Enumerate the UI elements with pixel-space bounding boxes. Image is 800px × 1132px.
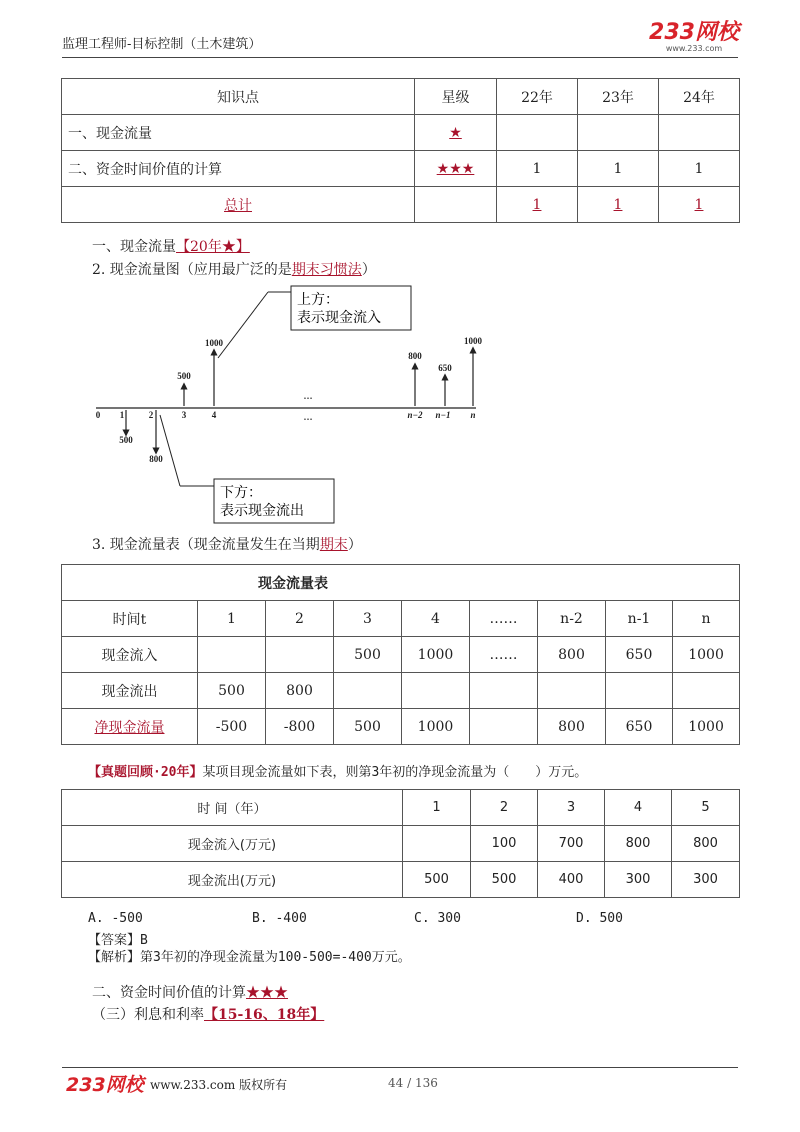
table-row bbox=[62, 151, 740, 187]
row-label: 现金流出 bbox=[62, 673, 198, 709]
table-cell: 100 bbox=[471, 826, 538, 862]
year-cell: 1 bbox=[659, 151, 740, 187]
callout-bottom-line1: 下方： bbox=[220, 484, 262, 500]
star-rating: ★★★ bbox=[246, 985, 288, 1001]
header-divider bbox=[62, 57, 738, 58]
footer-divider bbox=[62, 1067, 738, 1068]
cashflow-diagram bbox=[88, 280, 508, 525]
header-cell: 22年 bbox=[497, 79, 578, 115]
axis-label: 0 bbox=[95, 410, 101, 420]
item-text: 3. 现金流量表（现金流量发生在当期 bbox=[92, 537, 320, 553]
footer-copyright: www.233.com 版权所有 bbox=[150, 1078, 288, 1092]
table-cell: -800 bbox=[266, 709, 334, 745]
heading-text: 一、现金流量 bbox=[92, 239, 176, 255]
callout-bottom-line2: 表示现金流出 bbox=[220, 502, 304, 518]
analysis: 【解析】第3年初的净现金流量为100-500=-400万元。 bbox=[88, 950, 411, 965]
table-cell bbox=[673, 673, 740, 709]
table-cell bbox=[606, 673, 673, 709]
header-cell: 3 bbox=[538, 790, 605, 826]
inflow-value: 500 bbox=[177, 371, 191, 381]
year-cell: 1 bbox=[578, 151, 659, 187]
table-title: 现金流量表 bbox=[62, 565, 740, 601]
header-cell: 时 间（年） bbox=[62, 790, 403, 826]
table-cell: 650 bbox=[606, 637, 673, 673]
table-cell: 1000 bbox=[673, 709, 740, 745]
highlight-term: 期末 bbox=[319, 537, 348, 553]
table-header-row bbox=[62, 790, 740, 826]
inflow-value: 650 bbox=[438, 363, 452, 373]
axis-label: 2 bbox=[148, 410, 154, 420]
table-title-row bbox=[62, 565, 740, 601]
table-row bbox=[62, 826, 740, 862]
cashflow-table-item bbox=[92, 534, 362, 554]
year-cell: 1 bbox=[497, 151, 578, 187]
outflow-value: 500 bbox=[119, 435, 133, 445]
table-cell bbox=[538, 673, 606, 709]
table-row bbox=[62, 862, 740, 898]
footer-logo: 233网校 bbox=[66, 1074, 144, 1096]
heading-text: 二、资金时间价值的计算 bbox=[92, 985, 246, 1001]
subheading-text: （三）利息和利率 bbox=[92, 1007, 204, 1023]
table-cell: 800 bbox=[605, 826, 672, 862]
highlight-term: 期末习惯法 bbox=[291, 262, 362, 278]
exam-table bbox=[61, 789, 740, 898]
exam-year-tag: 【15-16、18年】 bbox=[204, 1007, 325, 1023]
table-cell: 700 bbox=[538, 826, 605, 862]
table-total-row bbox=[62, 187, 740, 223]
header-cell: 知识点 bbox=[62, 79, 415, 115]
total-cell: 1 bbox=[659, 187, 740, 223]
table-row bbox=[62, 673, 740, 709]
subsection-interest bbox=[92, 1004, 324, 1024]
inflow-value: 1000 bbox=[464, 336, 482, 346]
item-text-suffix: ） bbox=[361, 262, 376, 278]
callout-top-line2: 表示现金流入 bbox=[297, 309, 381, 325]
total-stars bbox=[415, 187, 497, 223]
page-number: 44 / 136 bbox=[388, 1076, 438, 1090]
axis-label: n−1 bbox=[435, 410, 451, 420]
total-label: 总计 bbox=[62, 187, 415, 223]
total-cell: 1 bbox=[497, 187, 578, 223]
table-cell: 800 bbox=[538, 709, 606, 745]
header-cell: 2 bbox=[266, 601, 334, 637]
table-cell: 500 bbox=[471, 862, 538, 898]
star-rating: ★ bbox=[415, 115, 497, 151]
cashflow-diagram-item bbox=[92, 259, 376, 279]
table-cell: …… bbox=[470, 637, 538, 673]
table-cell: 300 bbox=[605, 862, 672, 898]
table-cell bbox=[402, 673, 470, 709]
table-cell bbox=[470, 673, 538, 709]
summary-table bbox=[61, 78, 740, 223]
table-cell: 1000 bbox=[402, 637, 470, 673]
star-rating: ★★★ bbox=[415, 151, 497, 187]
table-row bbox=[62, 709, 740, 745]
callout-connector bbox=[218, 292, 268, 358]
table-cell: 800 bbox=[266, 673, 334, 709]
exam-question bbox=[88, 761, 587, 780]
brand-logo-text: 233网校 bbox=[649, 20, 739, 45]
axis-label: 1 bbox=[119, 410, 125, 420]
table-cell: 500 bbox=[198, 673, 266, 709]
cashflow-table bbox=[61, 564, 740, 745]
header-cell: n-1 bbox=[606, 601, 673, 637]
header-cell: n-2 bbox=[538, 601, 606, 637]
axis-label: n bbox=[470, 410, 476, 420]
inflow-value: 1000 bbox=[205, 338, 223, 348]
topic-cell: 二、资金时间价值的计算 bbox=[62, 151, 415, 187]
year-cell bbox=[497, 115, 578, 151]
table-cell bbox=[266, 637, 334, 673]
section-heading-time-value bbox=[92, 982, 288, 1002]
ellipsis: … bbox=[303, 391, 313, 401]
inflow-value: 800 bbox=[408, 351, 422, 361]
table-cell: 1000 bbox=[402, 709, 470, 745]
axis-label: 4 bbox=[211, 410, 217, 420]
year-cell bbox=[659, 115, 740, 151]
exam-year-tag: 【20年★】 bbox=[176, 239, 250, 255]
table-cell: -500 bbox=[198, 709, 266, 745]
table-cell: 500 bbox=[334, 709, 402, 745]
row-label: 现金流入(万元) bbox=[62, 826, 403, 862]
item-text-suffix: ） bbox=[347, 537, 362, 553]
brand-logo-url: www.233.com bbox=[665, 44, 723, 53]
row-label-highlight: 净现金流量 bbox=[62, 709, 198, 745]
option-c: C. 300 bbox=[414, 911, 461, 926]
row-label: 现金流出(万元) bbox=[62, 862, 403, 898]
option-b: B. -400 bbox=[252, 911, 307, 926]
table-cell bbox=[403, 826, 471, 862]
table-cell: 400 bbox=[538, 862, 605, 898]
header-cell: 时间t bbox=[62, 601, 198, 637]
axis-label: n−2 bbox=[407, 410, 423, 420]
header-cell: 24年 bbox=[659, 79, 740, 115]
table-cell: 650 bbox=[606, 709, 673, 745]
exam-tag: 【真题回顾·20年】 bbox=[88, 765, 203, 780]
outflow-value: 800 bbox=[149, 454, 163, 464]
table-cell bbox=[198, 637, 266, 673]
total-cell: 1 bbox=[578, 187, 659, 223]
year-cell bbox=[578, 115, 659, 151]
table-cell: 300 bbox=[672, 862, 740, 898]
callout-connector bbox=[160, 415, 180, 486]
topic-cell: 一、现金流量 bbox=[62, 115, 415, 151]
table-header-row bbox=[62, 79, 740, 115]
header-cell: …… bbox=[470, 601, 538, 637]
table-cell: 500 bbox=[334, 637, 402, 673]
header-cell: 2 bbox=[471, 790, 538, 826]
header-cell: 星级 bbox=[415, 79, 497, 115]
table-cell bbox=[334, 673, 402, 709]
header-cell: 4 bbox=[402, 601, 470, 637]
header-cell: 1 bbox=[403, 790, 471, 826]
axis-label: 3 bbox=[181, 410, 187, 420]
header-cell: 1 bbox=[198, 601, 266, 637]
header-cell: 5 bbox=[672, 790, 740, 826]
table-cell: 800 bbox=[672, 826, 740, 862]
table-row bbox=[62, 115, 740, 151]
section-heading-cashflow bbox=[92, 236, 250, 256]
option-d: D. 500 bbox=[576, 911, 623, 926]
row-label: 现金流入 bbox=[62, 637, 198, 673]
header-cell: 3 bbox=[334, 601, 402, 637]
item-text: 2. 现金流量图（应用最广泛的是 bbox=[92, 262, 292, 278]
table-header-row bbox=[62, 601, 740, 637]
answer: 【答案】B bbox=[88, 933, 148, 948]
table-row bbox=[62, 637, 740, 673]
table-cell: 800 bbox=[538, 637, 606, 673]
question-text: 某项目现金流量如下表，则第3年初的净现金流量为（ ）万元。 bbox=[202, 765, 588, 780]
header-cell: n bbox=[673, 601, 740, 637]
option-a: A. -500 bbox=[88, 911, 143, 926]
callout-top-line1: 上方： bbox=[297, 291, 339, 307]
brand-logo bbox=[648, 22, 740, 53]
header-cell: 4 bbox=[605, 790, 672, 826]
header-cell: 23年 bbox=[578, 79, 659, 115]
ellipsis: … bbox=[303, 412, 313, 422]
table-cell: 1000 bbox=[673, 637, 740, 673]
table-cell bbox=[470, 709, 538, 745]
document-header-title: 监理工程师-目标控制（土木建筑） bbox=[62, 37, 262, 52]
table-cell: 500 bbox=[403, 862, 471, 898]
